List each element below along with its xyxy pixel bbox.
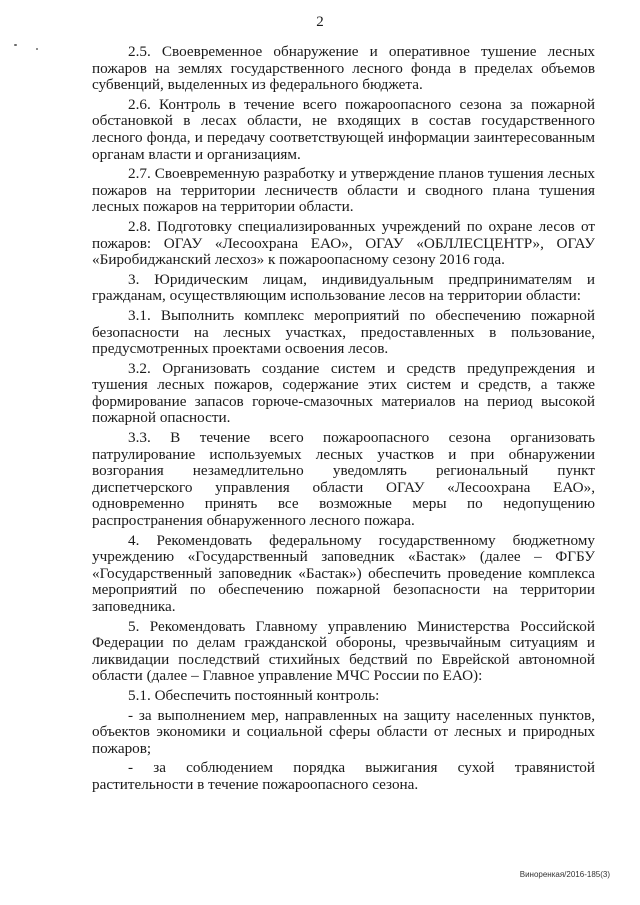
paragraph-2-5: 2.5. Своевременное обнаружение и оперативное тушение лесных пожаров на землях государственного лесного фонда в пределах объемов субвенций, выделенных из федерального бюджета.: [92, 43, 595, 94]
paragraph-3-1: 3.1. Выполнить комплекс мероприятий по обеспечению пожарной безопасности на лесных участках, предоставленных в пользование, предусмотренных проектами освоения лесов.: [92, 306, 595, 358]
scan-speck: [36, 48, 38, 50]
paragraph-2-6: 2.6. Контроль в течение всего пожароопасного сезона за пожарной обстановкой в лесах области, не входящих в состав государственного лесного фонда, и передачу соответствующей информации заинтересованным органам власти и организациям.: [92, 95, 595, 163]
document-body: [92, 44, 595, 797]
paragraph-2-7: 2.7. Своевременную разработку и утверждение планов тушения лесных пожаров на территории лесничеств области и сводного плана тушения лесных пожаров на территории области.: [92, 165, 595, 216]
page-number: 2: [316, 14, 324, 30]
paragraph-3: 3. Юридическим лицам, индивидуальным предпринимателям и гражданам, осуществляющим использование лесов на территории области:: [92, 270, 595, 305]
paragraph-5: 5. Рекомендовать Главному управлению Министерства Российской Федерации по делам гражданской обороны, чрезвычайным ситуациям и ликвидации последствий стихийных бедствий по Еврейской автономной области (далее – Главное управление МЧС России по ЕАО):: [92, 617, 595, 685]
document-reference: Виноренкая/2016-185(3): [519, 870, 610, 879]
paragraph-4: 4. Рекомендовать федеральному государственному бюджетному учреждению «Государственный заповедник «Бастак» (далее – ФГБУ «Государственный заповедник «Бастак») обеспечить проведение комплекса мероприятий по обеспечению пожарной безопасности на территории заповедника.: [92, 531, 595, 615]
paragraph-5-1: 5.1. Обеспечить постоянный контроль:: [128, 686, 380, 704]
list-item-burning: - за соблюдением порядка выжигания сухой травянистой растительности в течение пожароопасного сезона.: [92, 759, 595, 793]
paragraph-3-2: 3.2. Организовать создание систем и средств предупреждения и тушения лесных пожаров, содержание этих систем и средств, а также формирование запасов горюче-смазочных материалов на период высокой пожарной опасности.: [92, 359, 595, 427]
list-item-protection: - за выполнением мер, направленных на защиту населенных пунктов, объектов экономики и социальной сферы области от лесных и природных пожаров;: [92, 706, 595, 757]
paragraph-3-3: 3.3. В течение всего пожароопасного сезона организовать патрулирование используемых лесных участков и при обнаружении возгорания незамедлительно уведомлять региональный пункт диспетчерского управления области ОГАУ «Лесоохрана ЕАО», одновременно принять все возможные меры по недопущению распространения обнаруженного лесного пожара.: [92, 429, 595, 530]
scan-speck: [14, 44, 17, 46]
paragraph-2-8: 2.8. Подготовку специализированных учреждений по охране лесов от пожаров: ОГАУ «Лесоохрана ЕАО», ОГАУ «ОБЛЛЕСЦЕНТР», ОГАУ «Биробиджанский лесхоз» к пожароопасному сезону 2016 года.: [92, 217, 595, 269]
